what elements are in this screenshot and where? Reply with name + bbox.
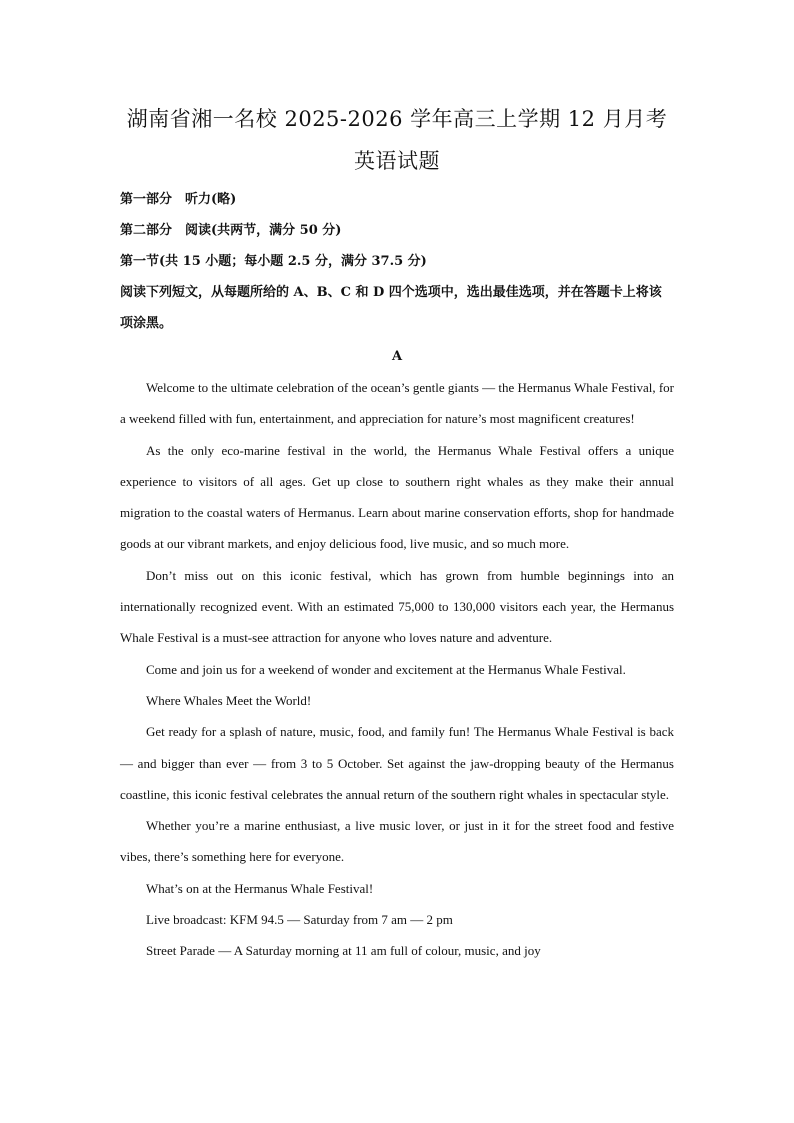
- passage-paragraph: What’s on at the Hermanus Whale Festival!: [146, 880, 374, 896]
- page-subtitle: 英语试题: [354, 149, 440, 173]
- page-title: 湖南省湘一名校 2025-2026 学年高三上学期 12 月月考: [126, 107, 668, 131]
- passage-paragraph: Get ready for a splash of nature, music, food, and family fun! The Hermanus Whale Festival is back — and bigger than ever — from 3 to 5 October. Set against the jaw-dropping beauty of the Hermanus coastline, this iconic festival celebrates the annual return of the southern right whales in spectacular style.: [120, 724, 674, 802]
- instruction-text: 阅读下列短文，从每题所给的 A、B、C 和 D 四个选项中，选出最佳选项，并在答题卡上将该项涂黑。: [120, 285, 662, 331]
- section-one-heading: 第一节(共 15 小题；每小题 2.5 分，满分 37.5 分): [120, 254, 427, 269]
- passage-label: A: [391, 349, 403, 364]
- part-one-heading: 第一部分 听力(略): [120, 192, 237, 207]
- passage-paragraph: Live broadcast: KFM 94.5 — Saturday from 7 am — 2 pm: [146, 912, 453, 928]
- passage-paragraph: Come and join us for a weekend of wonder and excitement at the Hermanus Whale Festival.: [146, 661, 626, 677]
- passage-paragraph: Welcome to the ultimate celebration of the ocean’s gentle giants — the Hermanus Whale Festival, for a weekend filled with fun, entertainment, and appreciation for nature’s most magnificent creatures!: [120, 380, 674, 427]
- passage-paragraph: Whether you’re a marine enthusiast, a live music lover, or just in it for the street food and festive vibes, there’s something here for everyone.: [120, 818, 674, 865]
- passage-paragraph: As the only eco-marine festival in the world, the Hermanus Whale Festival offers a unique experience to visitors of all ages. Get up close to southern right whales as they make their annual migration to the coastal waters of Hermanus. Learn about marine conservation efforts, shop for handmade goods at our vibrant markets, and enjoy delicious food, live music, and so much more.: [120, 442, 674, 552]
- part-two-heading: 第二部分 阅读(共两节，满分 50 分): [120, 223, 342, 238]
- passage-paragraph: Where Whales Meet the World!: [146, 692, 312, 708]
- passage-paragraph: Don’t miss out on this iconic festival, which has grown from humble beginnings into an internationally recognized event. With an estimated 75,000 to 130,000 visitors each year, the Hermanus Whale Festival is a must-see attraction for anyone who loves nature and adventure.: [120, 567, 674, 646]
- passage-paragraph: Street Parade — A Saturday morning at 11 am full of colour, music, and joy: [146, 943, 541, 959]
